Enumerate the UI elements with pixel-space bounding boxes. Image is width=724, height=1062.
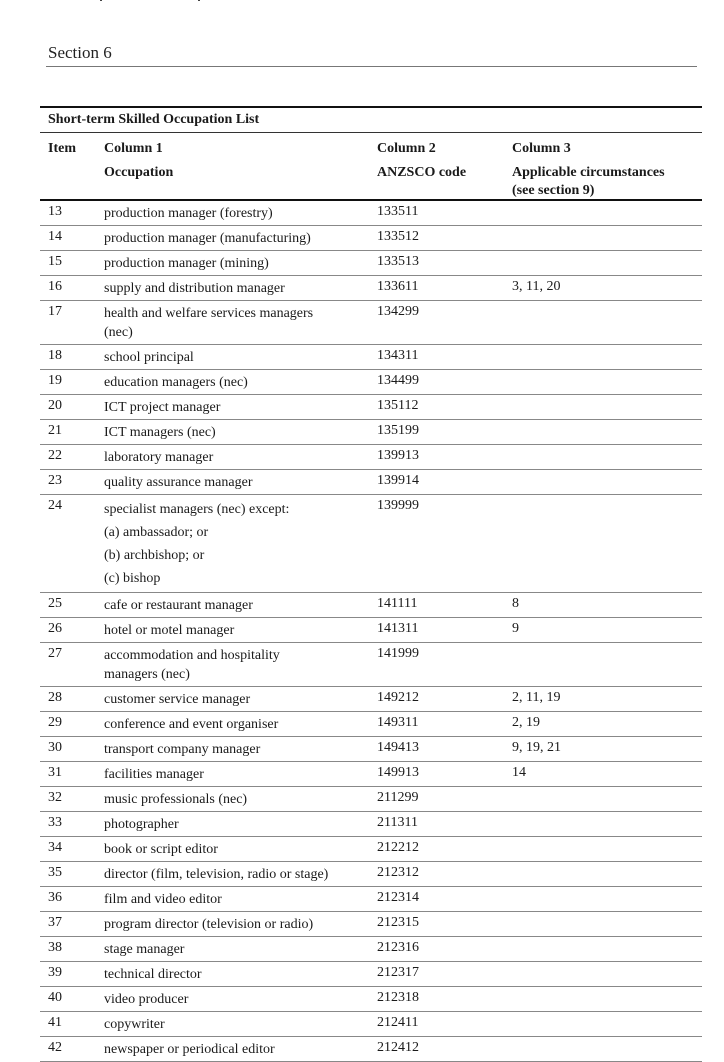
table-row [40, 370, 702, 395]
row-anzsco-code: 134299 [377, 304, 419, 319]
row-item-number: 28 [48, 690, 62, 705]
row-anzsco-code: 212315 [377, 915, 419, 930]
row-occupation [104, 395, 369, 419]
row-occupation [104, 737, 369, 761]
row-anzsco-code: 149311 [377, 715, 419, 730]
clipped-text-fragment [100, 0, 220, 2]
row-anzsco-code: 139913 [377, 448, 419, 463]
row-circumstances: 2, 11, 19 [512, 690, 561, 705]
row-occupation [104, 226, 369, 250]
table-row [40, 787, 702, 812]
row-occupation [104, 762, 369, 786]
occupation-line: (a) ambassador; or [104, 525, 209, 540]
row-circumstances: 9, 19, 21 [512, 740, 561, 755]
row-item-number: 16 [48, 279, 62, 294]
occupation-line: production manager (manufacturing) [104, 231, 311, 246]
row-occupation [104, 251, 369, 275]
row-anzsco-code: 133512 [377, 229, 419, 244]
row-item-number: 27 [48, 646, 62, 661]
row-occupation [104, 1012, 369, 1036]
row-occupation [104, 862, 369, 886]
occupation-line: production manager (mining) [104, 256, 269, 271]
occupation-line: conference and event organiser [104, 717, 279, 732]
row-item-number: 22 [48, 448, 62, 463]
row-item-number: 18 [48, 348, 62, 363]
row-item-number: 15 [48, 254, 62, 269]
occupation-line: quality assurance manager [104, 475, 253, 490]
table-row [40, 495, 702, 593]
row-anzsco-code: 135112 [377, 398, 419, 413]
occupation-line: newspaper or periodical editor [104, 1042, 275, 1057]
occupation-line: ICT managers (nec) [104, 425, 216, 440]
table-row [40, 987, 702, 1012]
occupation-line: photographer [104, 817, 179, 832]
row-item-number: 19 [48, 373, 62, 388]
row-occupation [104, 201, 369, 225]
header-col3-sub2: (see section 9) [512, 183, 595, 198]
occupation-line: copywriter [104, 1017, 165, 1032]
row-item-number: 23 [48, 473, 62, 488]
row-anzsco-code: 212317 [377, 965, 419, 980]
row-anzsco-code: 212318 [377, 990, 419, 1005]
row-occupation [104, 787, 369, 811]
row-item-number: 13 [48, 204, 62, 219]
table-row [40, 470, 702, 495]
row-occupation [104, 370, 369, 394]
row-anzsco-code: 139999 [377, 498, 419, 513]
header-col1-sub: Occupation [104, 165, 174, 180]
table-row [40, 687, 702, 712]
table-row [40, 420, 702, 445]
row-occupation [104, 687, 369, 711]
occupation-line: education managers (nec) [104, 375, 248, 390]
table-row [40, 962, 702, 987]
row-occupation [104, 445, 369, 469]
table-row [40, 643, 702, 687]
table-row [40, 301, 702, 345]
occupation-line: (b) archbishop; or [104, 548, 205, 563]
table-row [40, 937, 702, 962]
row-occupation [104, 962, 369, 986]
table-row [40, 226, 702, 251]
occupation-line: supply and distribution manager [104, 281, 285, 296]
header-col3-sub1: Applicable circumstances [512, 165, 665, 180]
section-title: Section 6 [48, 43, 112, 62]
table-row [40, 1012, 702, 1037]
header-col3: Column 3 [512, 141, 571, 156]
row-occupation [104, 837, 369, 861]
row-occupation [104, 1037, 369, 1061]
row-item-number: 20 [48, 398, 62, 413]
occupation-line: film and video editor [104, 892, 222, 907]
row-item-number: 33 [48, 815, 62, 830]
section-divider [46, 66, 697, 67]
row-occupation [104, 495, 369, 592]
row-occupation [104, 912, 369, 936]
row-occupation [104, 470, 369, 494]
occupation-line: hotel or motel manager [104, 623, 235, 638]
row-item-number: 26 [48, 621, 62, 636]
row-occupation [104, 618, 369, 642]
row-anzsco-code: 134499 [377, 373, 419, 388]
table-row [40, 812, 702, 837]
row-anzsco-code: 133511 [377, 204, 419, 219]
occupation-line: ICT project manager [104, 400, 221, 415]
occupation-line: accommodation and hospitality [104, 648, 280, 663]
occupation-line: program director (television or radio) [104, 917, 314, 932]
table-caption: Short-term Skilled Occupation List [48, 112, 260, 127]
row-anzsco-code: 212312 [377, 865, 419, 880]
row-item-number: 31 [48, 765, 62, 780]
occupation-line: managers (nec) [104, 667, 190, 682]
header-col2-sub: ANZSCO code [377, 165, 467, 180]
row-item-number: 34 [48, 840, 62, 855]
table-row [40, 276, 702, 301]
row-item-number: 24 [48, 498, 62, 513]
table-row [40, 201, 702, 226]
header-col1: Column 1 [104, 141, 163, 156]
row-anzsco-code: 211311 [377, 815, 418, 830]
table-row [40, 251, 702, 276]
row-occupation [104, 812, 369, 836]
row-anzsco-code: 212316 [377, 940, 419, 955]
row-anzsco-code: 141111 [377, 596, 418, 611]
row-circumstances: 2, 19 [512, 715, 540, 730]
occupation-line: transport company manager [104, 742, 261, 757]
row-occupation [104, 276, 369, 300]
occupation-line: (c) bishop [104, 571, 161, 586]
table-row [40, 912, 702, 937]
row-anzsco-code: 139914 [377, 473, 419, 488]
table-row [40, 1037, 702, 1062]
occupation-line: music professionals (nec) [104, 792, 248, 807]
row-item-number: 14 [48, 229, 62, 244]
occupation-line: specialist managers (nec) except: [104, 502, 290, 517]
occupation-line: health and welfare services managers [104, 306, 314, 321]
table-header [40, 133, 702, 199]
occupation-line: director (film, television, radio or stage) [104, 867, 329, 882]
row-circumstances: 3, 11, 20 [512, 279, 561, 294]
row-anzsco-code: 135199 [377, 423, 419, 438]
occupation-line: school principal [104, 350, 194, 365]
row-item-number: 37 [48, 915, 62, 930]
row-anzsco-code: 212314 [377, 890, 419, 905]
row-item-number: 40 [48, 990, 62, 1005]
table-row [40, 445, 702, 470]
row-item-number: 17 [48, 304, 62, 319]
row-item-number: 36 [48, 890, 62, 905]
table-row [40, 593, 702, 618]
row-circumstances: 8 [512, 596, 519, 611]
row-anzsco-code: 133513 [377, 254, 419, 269]
row-anzsco-code: 211299 [377, 790, 419, 805]
row-item-number: 21 [48, 423, 62, 438]
row-occupation [104, 937, 369, 961]
row-occupation [104, 301, 369, 344]
row-item-number: 38 [48, 940, 62, 955]
table-row [40, 837, 702, 862]
occupation-line: technical director [104, 967, 202, 982]
row-item-number: 41 [48, 1015, 62, 1030]
header-item: Item [48, 141, 76, 156]
row-anzsco-code: 149413 [377, 740, 419, 755]
row-item-number: 42 [48, 1040, 62, 1055]
header-col2: Column 2 [377, 141, 436, 156]
row-anzsco-code: 149913 [377, 765, 419, 780]
row-occupation [104, 420, 369, 444]
row-occupation [104, 987, 369, 1011]
row-item-number: 25 [48, 596, 62, 611]
table-row [40, 887, 702, 912]
row-anzsco-code: 141999 [377, 646, 419, 661]
table-body [40, 201, 702, 1062]
table-row [40, 618, 702, 643]
occupation-line: customer service manager [104, 692, 251, 707]
occupation-line: laboratory manager [104, 450, 214, 465]
row-occupation [104, 593, 369, 617]
occupation-line: cafe or restaurant manager [104, 598, 253, 613]
row-occupation [104, 712, 369, 736]
table-row [40, 762, 702, 787]
table-row [40, 712, 702, 737]
occupation-line: stage manager [104, 942, 185, 957]
row-anzsco-code: 212411 [377, 1015, 419, 1030]
row-anzsco-code: 134311 [377, 348, 419, 363]
table-row [40, 395, 702, 420]
row-circumstances: 9 [512, 621, 519, 636]
row-anzsco-code: 149212 [377, 690, 419, 705]
row-item-number: 32 [48, 790, 62, 805]
table-row [40, 862, 702, 887]
occupation-table [40, 106, 702, 1062]
row-item-number: 29 [48, 715, 62, 730]
occupation-line: (nec) [104, 325, 133, 340]
occupation-line: video producer [104, 992, 189, 1007]
table-row [40, 345, 702, 370]
row-anzsco-code: 141311 [377, 621, 419, 636]
row-occupation [104, 345, 369, 369]
row-circumstances: 14 [512, 765, 526, 780]
row-anzsco-code: 212212 [377, 840, 419, 855]
row-occupation [104, 887, 369, 911]
row-anzsco-code: 212412 [377, 1040, 419, 1055]
row-item-number: 35 [48, 865, 62, 880]
row-item-number: 30 [48, 740, 62, 755]
row-occupation [104, 643, 369, 686]
occupation-line: production manager (forestry) [104, 206, 273, 221]
table-row [40, 737, 702, 762]
occupation-line: book or script editor [104, 842, 218, 857]
row-anzsco-code: 133611 [377, 279, 419, 294]
occupation-line: facilities manager [104, 767, 204, 782]
row-item-number: 39 [48, 965, 62, 980]
